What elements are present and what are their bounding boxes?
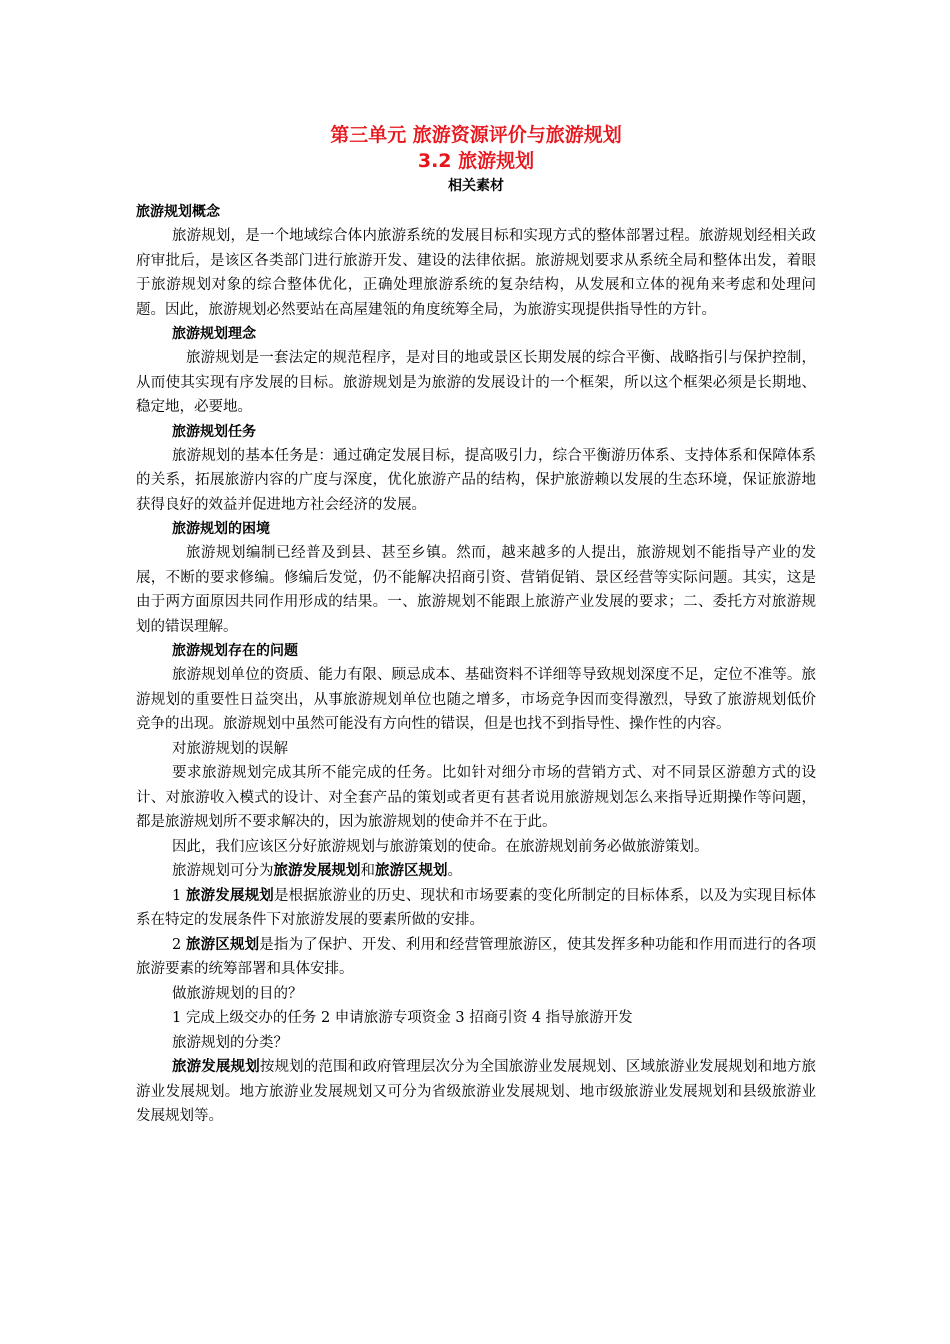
paragraph-problems: 旅游规划单位的资质、能力有限、顾忌成本、基础资料不详细等导致规划深度不足，定位不准等。旅游规划的重要性日益突出，从事旅游规划单位也随之增多，市场竞争因而变得激烈，导致了旅游规划低价竞争的出现。旅游规划中虽然可能没有方向性的错误，但是也找不到指导性、操作性的内容。 — [136, 667, 816, 732]
answer-purpose: 1 完成上级交办的任务 2 申请旅游专项资金 3 招商引资 4 指导旅游开发 — [172, 1010, 633, 1026]
document-title: 第三单元 旅游资源评价与旅游规划 — [330, 124, 622, 146]
keyword-development-plan: 旅游发展规划 — [273, 863, 361, 879]
paragraph-philosophy: 旅游规划是一套法定的规范程序，是对目的地或景区长期发展的综合平衡、战略指引与保护控制，从而使其实现有序发展的目标。旅游规划是为旅游的发展设计的一个框架，所以这个框架必须是长期地、稳定地，必要地。 — [136, 350, 816, 415]
paragraph-classification: 旅游发展规划按规划的范围和政府管理层次分为全国旅游业发展规划、区域旅游业发展规划和地方旅游业发展规划。地方旅游业发展规划又可分为省级旅游业发展规划、地市级旅游业发展规划和县级旅游业发展规划等。 — [136, 1059, 817, 1124]
heading-dilemma: 旅游规划的困境 — [172, 521, 270, 537]
question-purpose: 做旅游规划的目的？ — [172, 985, 303, 1002]
paragraph-dilemma: 旅游规划编制已经普及到县、甚至乡镇。然而，越来越多的人提出，旅游规划不能指导产业的发展，不断的要求修编。修编后发觉，仍不能解决招商引资、营销促销、景区经营等实际问题。其实，这是由于两方面原因共同作用形成的结果。一、旅游规划不能跟上旅游产业发展的要求；二、委托方对旅游规划的错误理解。 — [136, 545, 816, 635]
paragraph-misunderstanding: 要求旅游规划完成其所不能完成的任务。比如针对细分市场的营销方式、对不同景区游憩方式的设计、对旅游收入模式的设计、对全套产品的策划或者更有甚者说用旅游规划怎么来指导近期操作等问题，都是旅游规划所不要求解决的，因为旅游规划的使命并不在于此。 — [136, 765, 816, 830]
heading-problems: 旅游规划存在的问题 — [172, 643, 298, 659]
list-item-development-plan: 1 旅游发展规划是根据旅游业的历史、现状和市场要素的变化所制定的目标体系，以及为实现目标体系在特定的发展条件下对旅游发展的要素所做的安排。 — [136, 887, 817, 928]
document-page — [136, 122, 816, 1129]
heading-misunderstanding: 对旅游规划的误解 — [172, 740, 288, 757]
paragraph-conclusion: 因此，我们应该区分好旅游规划与旅游策划的使命。在旅游规划前务必做旅游策划。 — [172, 838, 709, 855]
heading-philosophy: 旅游规划理念 — [172, 326, 256, 342]
list-item-area-plan: 2 旅游区规划是指为了保护、开发、利用和经营管理旅游区，使其发挥多种功能和作用而进行的各项旅游要素的统筹部署和具体安排。 — [136, 936, 817, 977]
paragraph-concept: 旅游规划，是一个地域综合体内旅游系统的发展目标和实现方式的整体部署过程。旅游规划经相关政府审批后，是该区各类部门进行旅游开发、建设的法律依据。旅游规划要求从系统全局和整体出发，着眼于旅游规划对象的综合整体优化，正确处理旅游系统的复杂结构，从发展和立体的视角来考虑和处理问题。因此，旅游规划必然要站在高屋建瓴的角度统筹全局，为旅游实现提供指导性的方针。 — [136, 228, 816, 318]
heading-tasks: 旅游规划任务 — [172, 423, 256, 440]
section-title: 3.2 旅游规划 — [417, 150, 535, 172]
keyword-area-plan: 旅游区规划 — [375, 863, 448, 879]
question-classification: 旅游规划的分类？ — [172, 1034, 288, 1051]
subtitle: 相关素材 — [448, 178, 504, 194]
paragraph-types: 旅游规划可分为旅游发展规划和旅游区规划。 — [172, 863, 462, 879]
heading-concept: 旅游规划概念 — [136, 204, 220, 220]
paragraph-tasks: 旅游规划的基本任务是：通过确定发展目标，提高吸引力，综合平衡游历体系、支持体系和保障体系的关系，拓展旅游内容的广度与深度，优化旅游产品的结构，保护旅游赖以发展的生态环境，保证旅游地获得良好的效益并促进地方社会经济的发展。 — [136, 447, 816, 513]
